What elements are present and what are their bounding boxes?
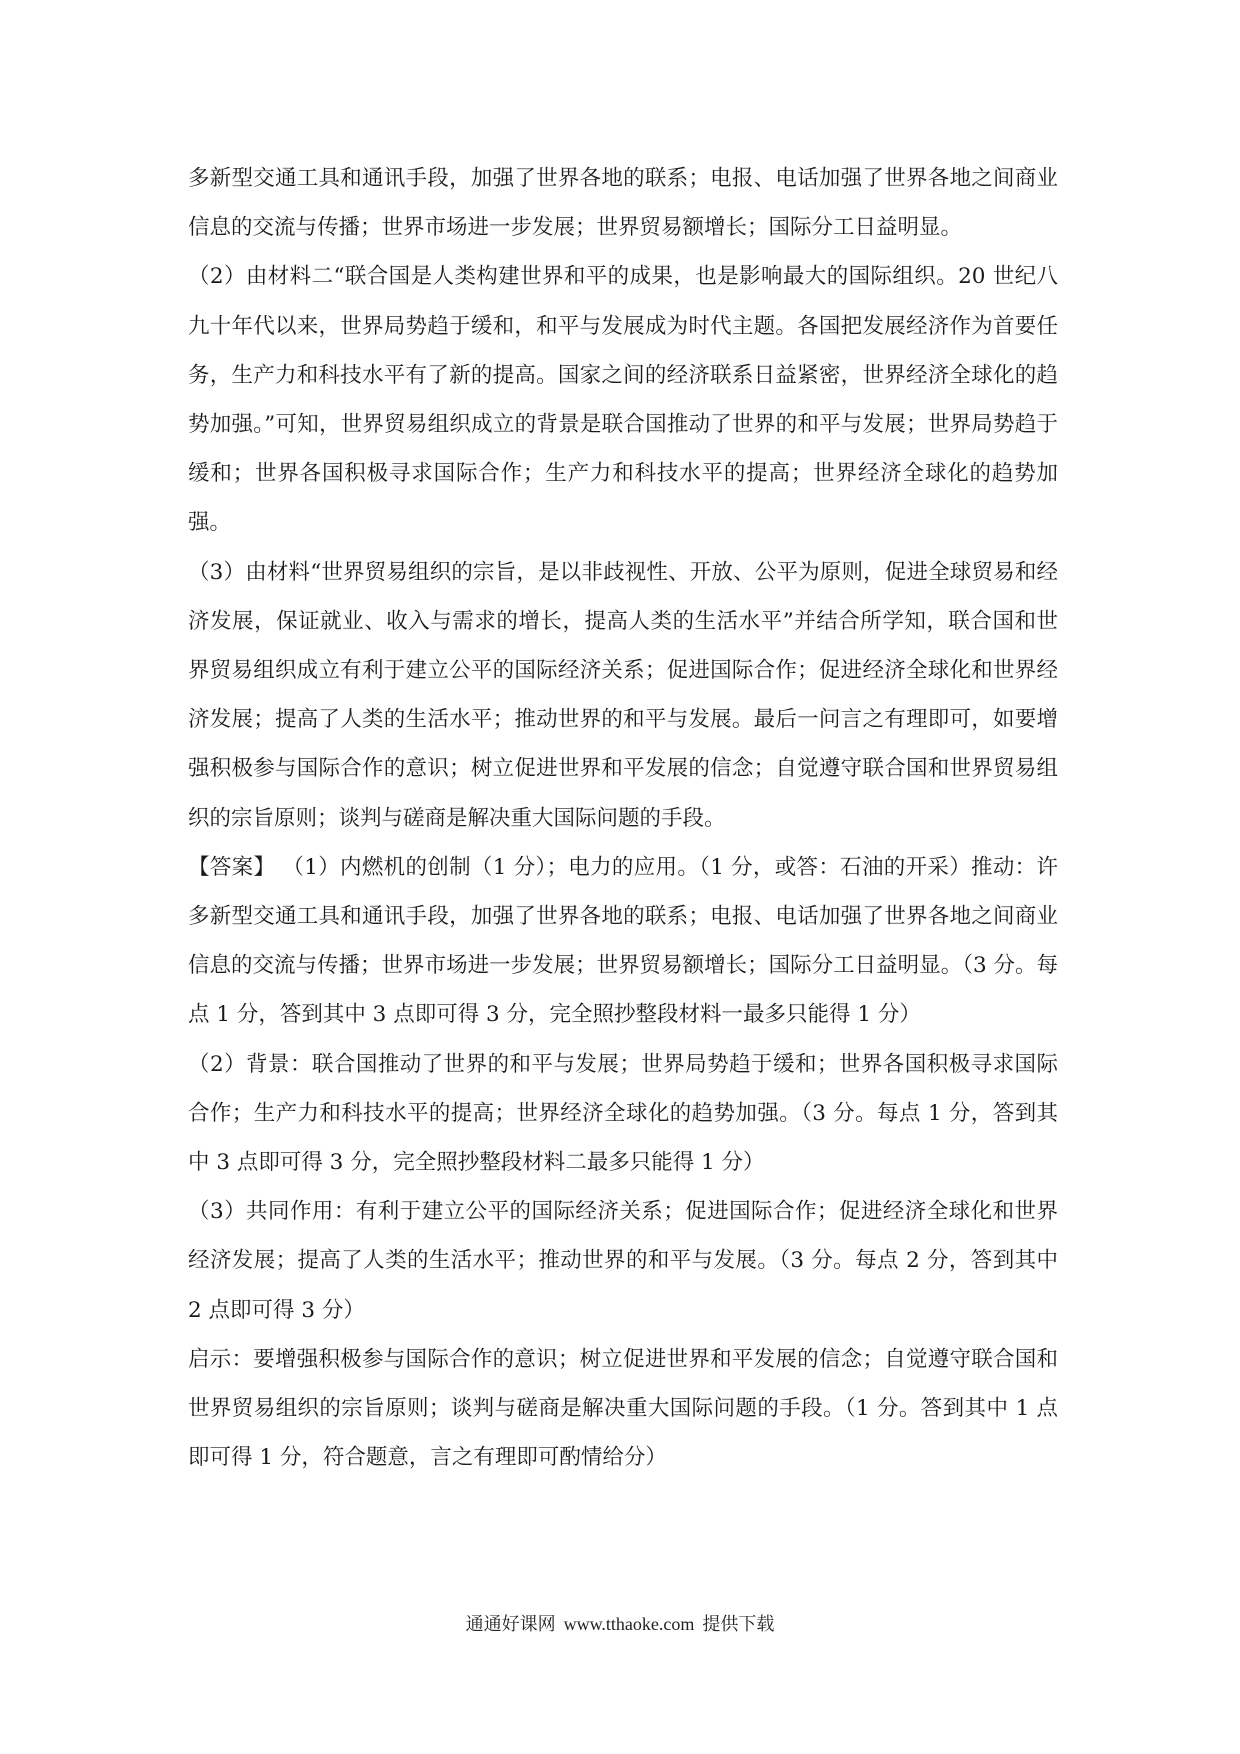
paragraph-answer-1: 【答案】 （1）内燃机的创制（1 分）；电力的应用。（1 分，或答：石油的开采）推动：许多新型交通工具和通讯手段，加强了世界各地的联系；电报、电话加强了世界各地之间商业信息的交流与传播；世界市场进一步发展；世界贸易额增长；国际分工日益明显。（3 分。每点 1 分，答到其中 3 点即可得 3 分，完全照抄整段材料一最多只能得 1 分） [188,854,1058,1028]
paragraph-analysis-2: （2）由材料二“联合国是人类构建世界和平的成果，也是影响最大的国际组织。20 世纪八九十年代以来，世界局势趋于缓和，和平与发展成为时代主题。各国把发展经济作为首要任务，生产力和科技水平有了新的提高。国家之间的经济联系日益紧密，世界经济全球化的趋势加强。”可知，世界贸易组织成立的背景是联合国推动了世界的和平与发展；世界局势趋于缓和；世界各国积极寻求国际合作；生产力和科技水平的提高；世界经济全球化的趋势加强。 [188,264,1058,536]
footer-suffix: 提供下载 [702,1614,775,1635]
paragraph-answer-2: （2）背景：联合国推动了世界的和平与发展；世界局势趋于缓和；世界各国积极寻求国际合作；生产力和科技水平的提高；世界经济全球化的趋势加强。（3 分。每点 1 分，答到其中 3 点即可得 3 分，完全照抄整段材料二最多只能得 1 分） [188,1051,1058,1176]
page-footer [0,1612,1240,1637]
paragraph-continuation: 多新型交通工具和通讯手段，加强了世界各地的联系；电报、电话加强了世界各地之间商业信息的交流与传播；世界市场进一步发展；世界贸易额增长；国际分工日益明显。 [188,166,1058,241]
footer-url[interactable]: www.tthaoke.com [563,1614,695,1634]
footer-site-name: 通通好课网 [465,1614,556,1635]
document-body [188,154,1058,1482]
paragraph-answer-3: （3）共同作用：有利于建立公平的国际经济关系；促进国际合作；促进经济全球化和世界经济发展；提高了人类的生活水平；推动世界的和平与发展。（3 分。每点 2 分，答到其中 2 点即可得 3 分） [188,1199,1058,1323]
paragraph-inspiration: 启示：要增强积极参与国际合作的意识；树立促进世界和平发展的信念；自觉遵守联合国和世界贸易组织的宗旨原则；谈判与磋商是解决重大国际问题的手段。（1 分。答到其中 1 点即可得 1 分，符合题意，言之有理即可酌情给分） [188,1346,1058,1471]
paragraph-analysis-3: （3）由材料“世界贸易组织的宗旨，是以非歧视性、开放、公平为原则，促进全球贸易和经济发展，保证就业、收入与需求的增长，提高人类的生活水平”并结合所学知，联合国和世界贸易组织成立有利于建立公平的国际经济关系；促进国际合作；促进经济全球化和世界经济发展；提高了人类的生活水平；推动世界的和平与发展。最后一问言之有理即可，如要增强积极参与国际合作的意识；树立促进世界和平发展的信念；自觉遵守联合国和世界贸易组织的宗旨原则；谈判与磋商是解决重大国际问题的手段。 [188,559,1058,831]
